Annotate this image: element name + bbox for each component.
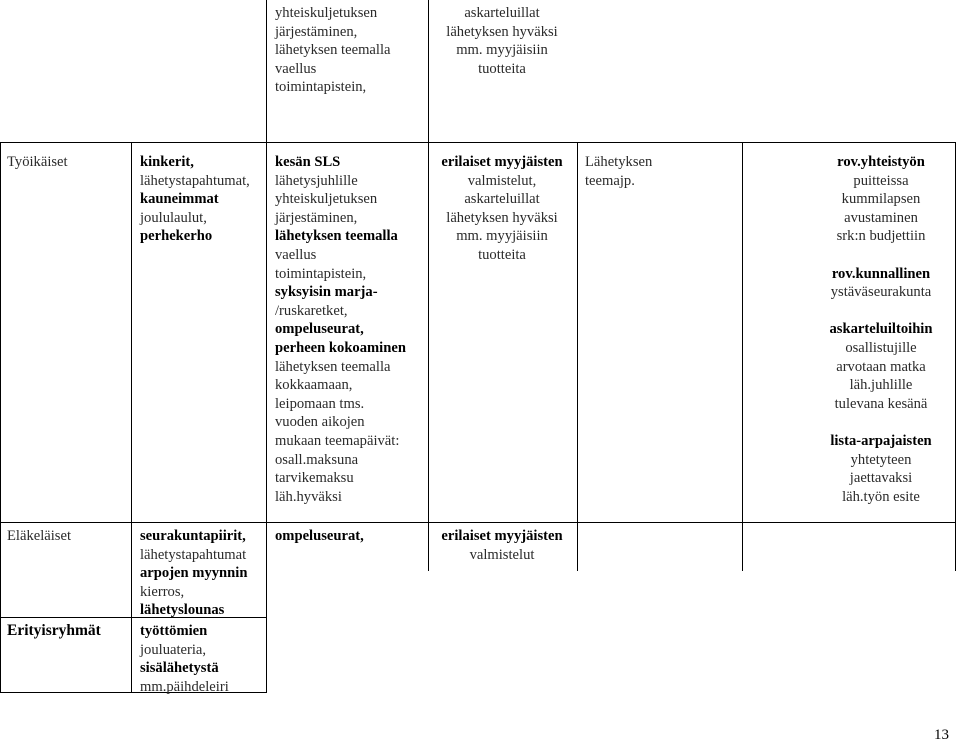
- text-line: valmistelut,: [467, 172, 537, 189]
- text-line: /ruskaretket,: [275, 302, 348, 319]
- text-line: tuotteita: [478, 246, 526, 263]
- text-line: rov.kunnallinen: [831, 265, 931, 282]
- text-line: yhtetyteen: [850, 451, 912, 468]
- text-line: kesän SLS: [275, 154, 341, 170]
- text-line: mm.päihdeleiri: [140, 678, 229, 695]
- text-line: kummilapsen: [841, 191, 921, 208]
- text-line: perheen kokoaminen: [275, 339, 406, 356]
- text-line: joululaulut,: [140, 209, 207, 226]
- group-label-tyoikaiset: [7, 153, 68, 172]
- text-line: [806, 246, 956, 265]
- group-label: Erityisryhmät: [7, 622, 101, 639]
- text-line: lähetysjuhlille: [275, 172, 358, 189]
- text-line: sisälähetystä: [140, 660, 219, 677]
- text-line: arvotaan matka: [836, 358, 926, 375]
- text-line: erilaiset myyjäisten: [441, 154, 563, 170]
- text-line: läh.hyväksi: [275, 488, 342, 505]
- text-line: Lähetyksen: [585, 154, 653, 170]
- text-line: valmistelut: [469, 546, 535, 563]
- text-line: [806, 302, 956, 321]
- text-line: avustaminen: [844, 209, 918, 226]
- top-row-col3: [275, 4, 390, 97]
- erityisryhmat-col2: [140, 622, 229, 696]
- text-line: lähetyslounas: [140, 602, 225, 619]
- text-line: kokkaamaan,: [275, 377, 353, 394]
- text-line: jouluateria,: [140, 641, 207, 658]
- text-line: yhteiskuljetuksen: [275, 5, 378, 21]
- text-line: lähetyksen hyväksi: [446, 209, 558, 226]
- text-line: toimintapistein,: [275, 79, 367, 96]
- text-line: tulevana kesänä: [834, 395, 928, 412]
- text-line: lähetyksen teemalla: [275, 358, 391, 375]
- page-number: 13: [934, 727, 949, 743]
- text-line: askarteluillat: [464, 191, 540, 208]
- text-line: osall.maksuna: [275, 451, 359, 468]
- text-line: syksyisin marja-: [275, 284, 378, 301]
- tyoikaiset-col3: [275, 153, 406, 506]
- table-divider-col2: [131, 142, 132, 693]
- text-line: vaellus: [275, 60, 317, 77]
- group-label-erityisryhmat: [7, 622, 101, 641]
- text-line: leipomaan tms.: [275, 395, 365, 412]
- text-line: järjestäminen,: [275, 209, 358, 226]
- text-line: ompeluseurat,: [275, 321, 364, 338]
- text-line: mm. myyjäisiin: [456, 228, 548, 245]
- text-line: kauneimmat: [140, 191, 219, 208]
- row-divider-top: [0, 142, 956, 143]
- text-line: läh.työn esite: [842, 488, 920, 505]
- table-divider-col4: [428, 0, 429, 571]
- elakelaiset-col4: [433, 527, 571, 564]
- text-line: seurakuntapiirit,: [140, 528, 246, 544]
- text-line: erilaiset myyjäisten: [441, 528, 563, 544]
- text-line: lähetyksen teemalla: [275, 228, 398, 245]
- tyoikaiset-col5: [585, 153, 652, 190]
- row-divider-elakelaiset: [0, 522, 956, 523]
- table-divider-col6: [742, 142, 743, 571]
- text-line: mm. myyjäisiin: [456, 42, 548, 59]
- tyoikaiset-col6: [806, 153, 956, 506]
- text-line: lähetyksen teemalla: [275, 42, 391, 59]
- text-line: lähetystapahtumat,: [140, 172, 250, 189]
- text-line: jaettavaksi: [849, 470, 913, 487]
- table-divider-col5: [577, 142, 578, 571]
- text-line: askarteluillat: [464, 5, 540, 21]
- text-line: työttömien: [140, 623, 208, 639]
- group-label: Työikäiset: [7, 154, 68, 170]
- text-line: lista-arpajaisten: [830, 432, 932, 449]
- text-line: toimintapistein,: [275, 265, 367, 282]
- text-line: puitteissa: [853, 172, 909, 189]
- text-line: rov.yhteistyön: [837, 154, 925, 170]
- text-line: tarvikemaksu: [275, 470, 354, 487]
- top-row-col4: [433, 4, 571, 78]
- text-line: srk:n budjettiin: [836, 228, 926, 245]
- text-line: [806, 413, 956, 432]
- text-line: järjestäminen,: [275, 23, 358, 40]
- text-line: arpojen myynnin: [140, 565, 248, 582]
- group-label: Eläkeläiset: [7, 528, 72, 544]
- tyoikaiset-col2: [140, 153, 250, 246]
- elakelaiset-col2: [140, 527, 247, 620]
- text-line: vuoden aikojen: [275, 414, 365, 431]
- elakelaiset-col3: [275, 527, 364, 546]
- tyoikaiset-col4: [433, 153, 571, 265]
- text-line: läh.juhlille: [849, 377, 913, 394]
- text-line: askarteluiltoihin: [829, 321, 933, 338]
- table-divider-col3: [266, 0, 267, 693]
- text-line: ompeluseurat,: [275, 528, 364, 544]
- text-line: yhteiskuljetuksen: [275, 191, 378, 208]
- text-line: osallistujille: [845, 339, 917, 356]
- text-line: perhekerho: [140, 228, 213, 245]
- text-line: tuotteita: [478, 60, 526, 77]
- text-line: mukaan teemapäivät:: [275, 432, 400, 449]
- text-line: vaellus: [275, 246, 317, 263]
- text-line: lähetyksen hyväksi: [446, 23, 558, 40]
- text-line: lähetystapahtumat: [140, 546, 247, 563]
- text-line: kierros,: [140, 583, 185, 600]
- table-border-left: [0, 142, 1, 693]
- text-line: kinkerit,: [140, 154, 194, 170]
- group-label-elakelaiset: [7, 527, 71, 546]
- text-line: teemajp.: [585, 172, 635, 189]
- text-line: ystäväseurakunta: [830, 284, 932, 301]
